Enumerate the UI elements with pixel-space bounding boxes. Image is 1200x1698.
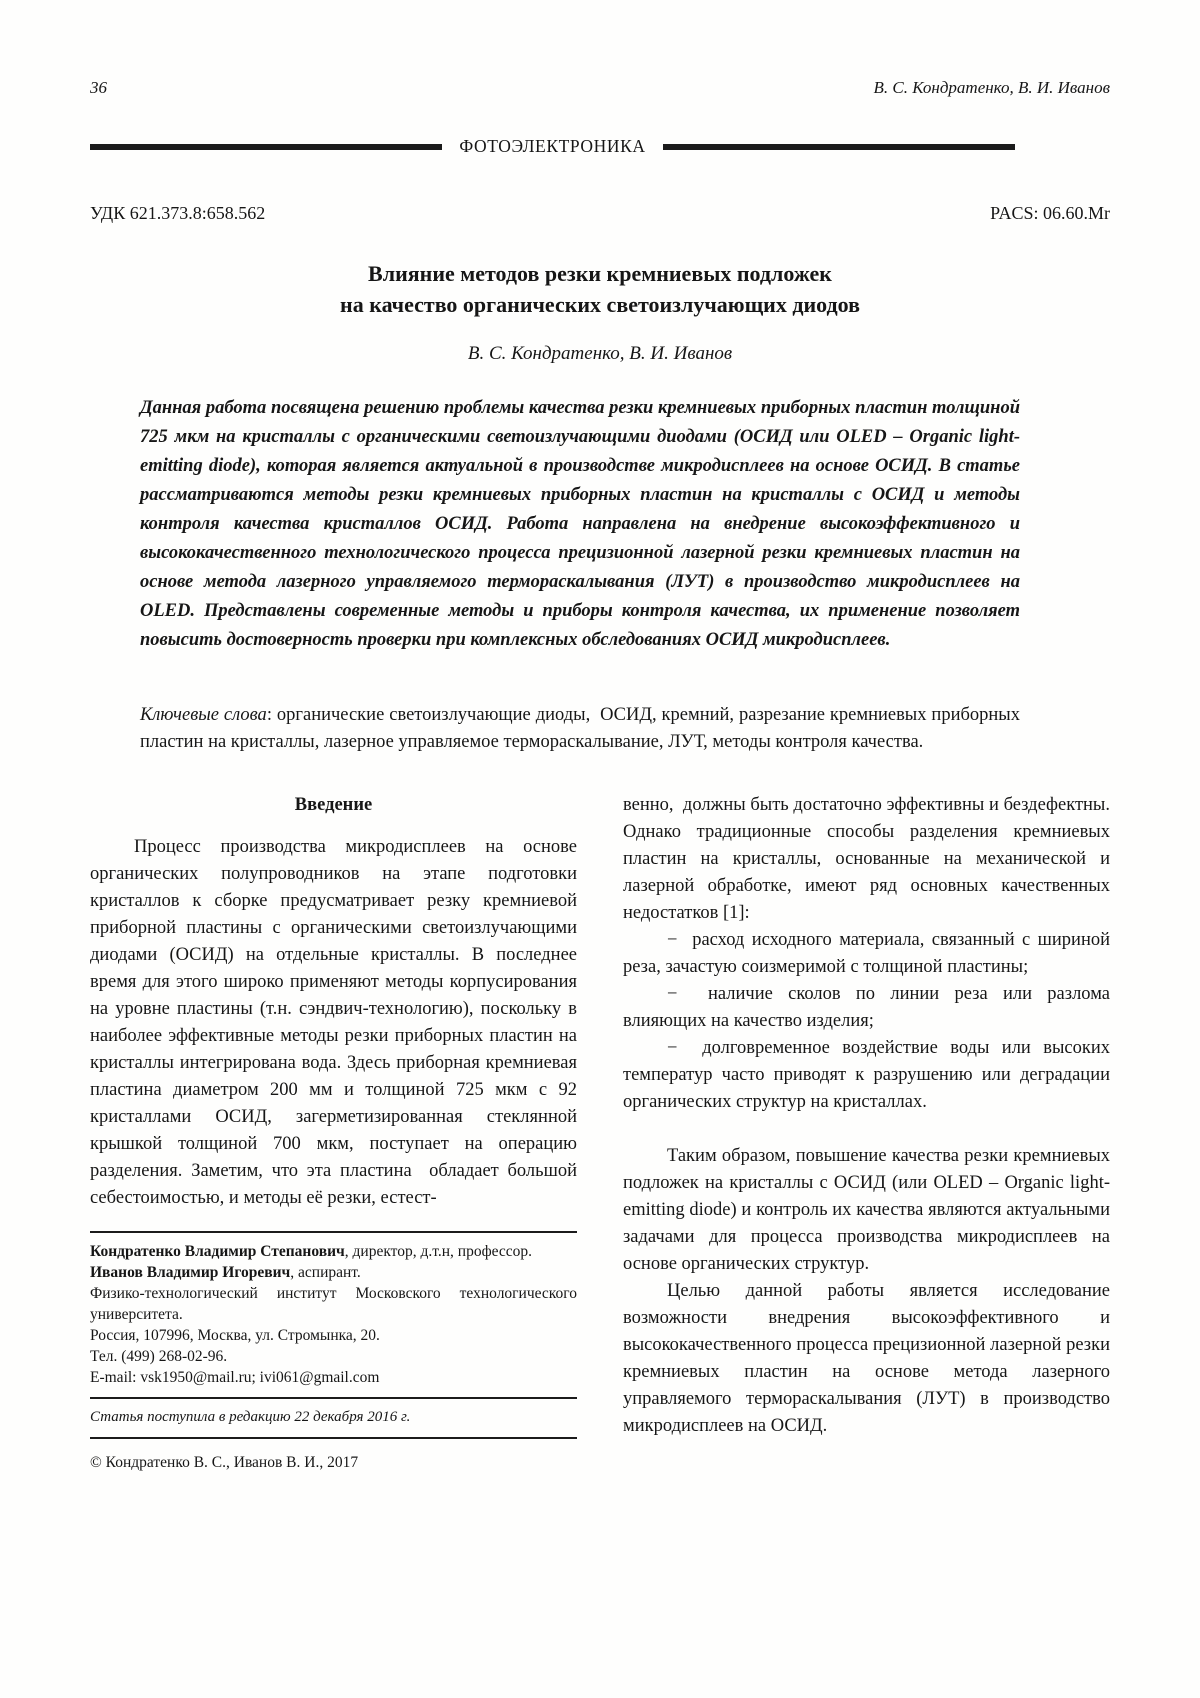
footnote-email: E-mail: vsk1950@mail.ru; ivi061@gmail.com	[90, 1369, 380, 1386]
body-paragraph-conclusion: Таким образом, повышение качества резки кремниевых подложек на кристаллы с ОСИД (или OLED – Organic light-emitting diode) и контроль их качества являются актуальными задачами для процесса производства микродисплеев на основе органических структур.	[623, 1146, 1110, 1274]
two-column-body	[90, 792, 1110, 1473]
banner-title: ФОТОЭЛЕКТРОНИКА	[459, 136, 646, 156]
right-column	[623, 792, 1110, 1473]
keywords-block	[140, 702, 1020, 756]
footnote-author1-role: , директор, д.т.н, профессор.	[344, 1243, 533, 1260]
udk-code: УДК 621.373.8:658.562	[90, 203, 266, 223]
running-head-authors: В. С. Кондратенко, В. И. Иванов	[873, 78, 1110, 97]
classification-row	[90, 203, 1110, 224]
body-paragraph-goal: Целью данной работы является исследование возможности внедрения высокоэффективного и высококачественного процесса прецизионной лазерной резки кремниевых пластин на основе метода лазерного управляемого термораскалывания (ЛУТ) в производство микродисплеев на ОСИД.	[623, 1281, 1110, 1436]
pacs-code: PACS: 06.60.Mr	[990, 203, 1110, 223]
article-title-line2: на качество органических светоизлучающих диодов	[340, 292, 860, 317]
footnote-author2-name: Иванов Владимир Игоревич	[90, 1264, 291, 1281]
running-header	[90, 78, 1110, 98]
footnote-author1-name: Кондратенко Владимир Степанович	[90, 1243, 345, 1260]
banner-rule-left	[90, 144, 442, 150]
article-authors: В. С. Кондратенко, В. И. Иванов	[467, 343, 733, 364]
footnote-address: Россия, 107996, Москва, ул. Стромынка, 20.	[90, 1327, 380, 1344]
footnote-rule-bottom	[90, 1437, 577, 1439]
keywords-text: : органические светоизлучающие диоды, ОСИД, кремний, разрезание кремниевых приборных пластин на кристаллы, лазерное управляемое термораскалывание, ЛУТ, методы контроля качества.	[140, 705, 1020, 752]
footnote-rule-middle	[90, 1397, 577, 1399]
footnote-phone: Тел. (499) 268-02-96.	[90, 1348, 228, 1365]
banner-rule-right	[663, 144, 1015, 150]
article-title	[90, 258, 1110, 320]
abstract-text: Данная работа посвящена решению проблемы качества резки кремниевых приборных пластин толщиной 725 мкм на кристаллы с органическими светоизлучающими диодами (ОСИД или OLED – Organic light-emitting diode), которая является актуальной в производстве микродисплеев на основе ОСИД. В статье рассматриваются методы резки кремниевых приборных пластин на кристаллы с ОСИД и методы контроля качества кристаллов ОСИД. Работа направлена на внедрение высокоэффективного и высококачественного технологического процесса прецизионной лазерной резки кремниевых пластин на основе метода лазерного управляемого термораскалывания (ЛУТ) в производство микродисплеев на OLED. Представлены современные методы и приборы контроля качества, их применение позволяет повысить достоверность проверки при комплексных обследованиях ОСИД микродисплеев.	[140, 398, 1020, 650]
body-paragraph-intro: Процесс производства микродисплеев на основе органических полупроводников на этапе подготовки кристаллов к сборке предусматривает резку кремниевой приборной пластины с органическими светоизлучающими диодами (ОСИД) на отдельные кристаллы. В последнее время для этого широко применяют методы корпусирования на уровне пластины (т.н. сэндвич-технологию), поскольку в наиболее эффективные методы резки приборных пластин на кристаллы интегрирована вода. Здесь приборная кремниевая пластина диаметром 200 мм и толщиной 725 мкм с 92 кристаллами ОСИД, загерметизированная стеклянной крышкой толщиной 700 мкм, поступает на операцию разделения. Заметим, что эта пластина обладает большой себестоимостью, и методы её резки, естест-	[90, 837, 577, 1208]
list-item-2: − наличие сколов по линии реза или разлома влияющих на качество изделия;	[623, 984, 1110, 1031]
footnote-author2	[90, 1262, 577, 1283]
section-banner	[90, 136, 1015, 157]
footnote-author2-role: , аспирант.	[290, 1264, 361, 1281]
footnote-block	[90, 1231, 577, 1473]
left-column	[90, 792, 577, 1473]
keywords-label: Ключевые слова	[140, 705, 267, 725]
footnote-received-date: Статья поступила в редакцию 22 декабря 2016 г.	[90, 1409, 411, 1425]
list-item-3: − долговременное воздействие воды или высоких температур часто приводят к разрушению или деградации органических структур на кристаллах.	[623, 1038, 1110, 1112]
article-title-line1: Влияние методов резки кремниевых подложек	[368, 261, 832, 286]
introduction-heading: Введение	[294, 795, 373, 815]
body-paragraph-continuation: венно, должны быть достаточно эффективны и бездефектны. Однако традиционные способы разделения кремниевых пластин на кристаллы, основанные на механической и лазерной обработке, имеют ряд основных качественных недостатков [1]:	[623, 795, 1110, 923]
footnote-affiliation: Физико-технологический институт Московского технологического университета.	[90, 1285, 577, 1323]
list-item-1: − расход исходного материала, связанный с шириной реза, зачастую соизмеримой с толщиной пластины;	[623, 930, 1110, 977]
page-number: 36	[90, 78, 107, 97]
footnote-copyright: © Кондратенко В. С., Иванов В. И., 2017	[90, 1454, 359, 1471]
footnote-author1	[90, 1241, 577, 1262]
footnote-rule-top	[90, 1231, 577, 1233]
